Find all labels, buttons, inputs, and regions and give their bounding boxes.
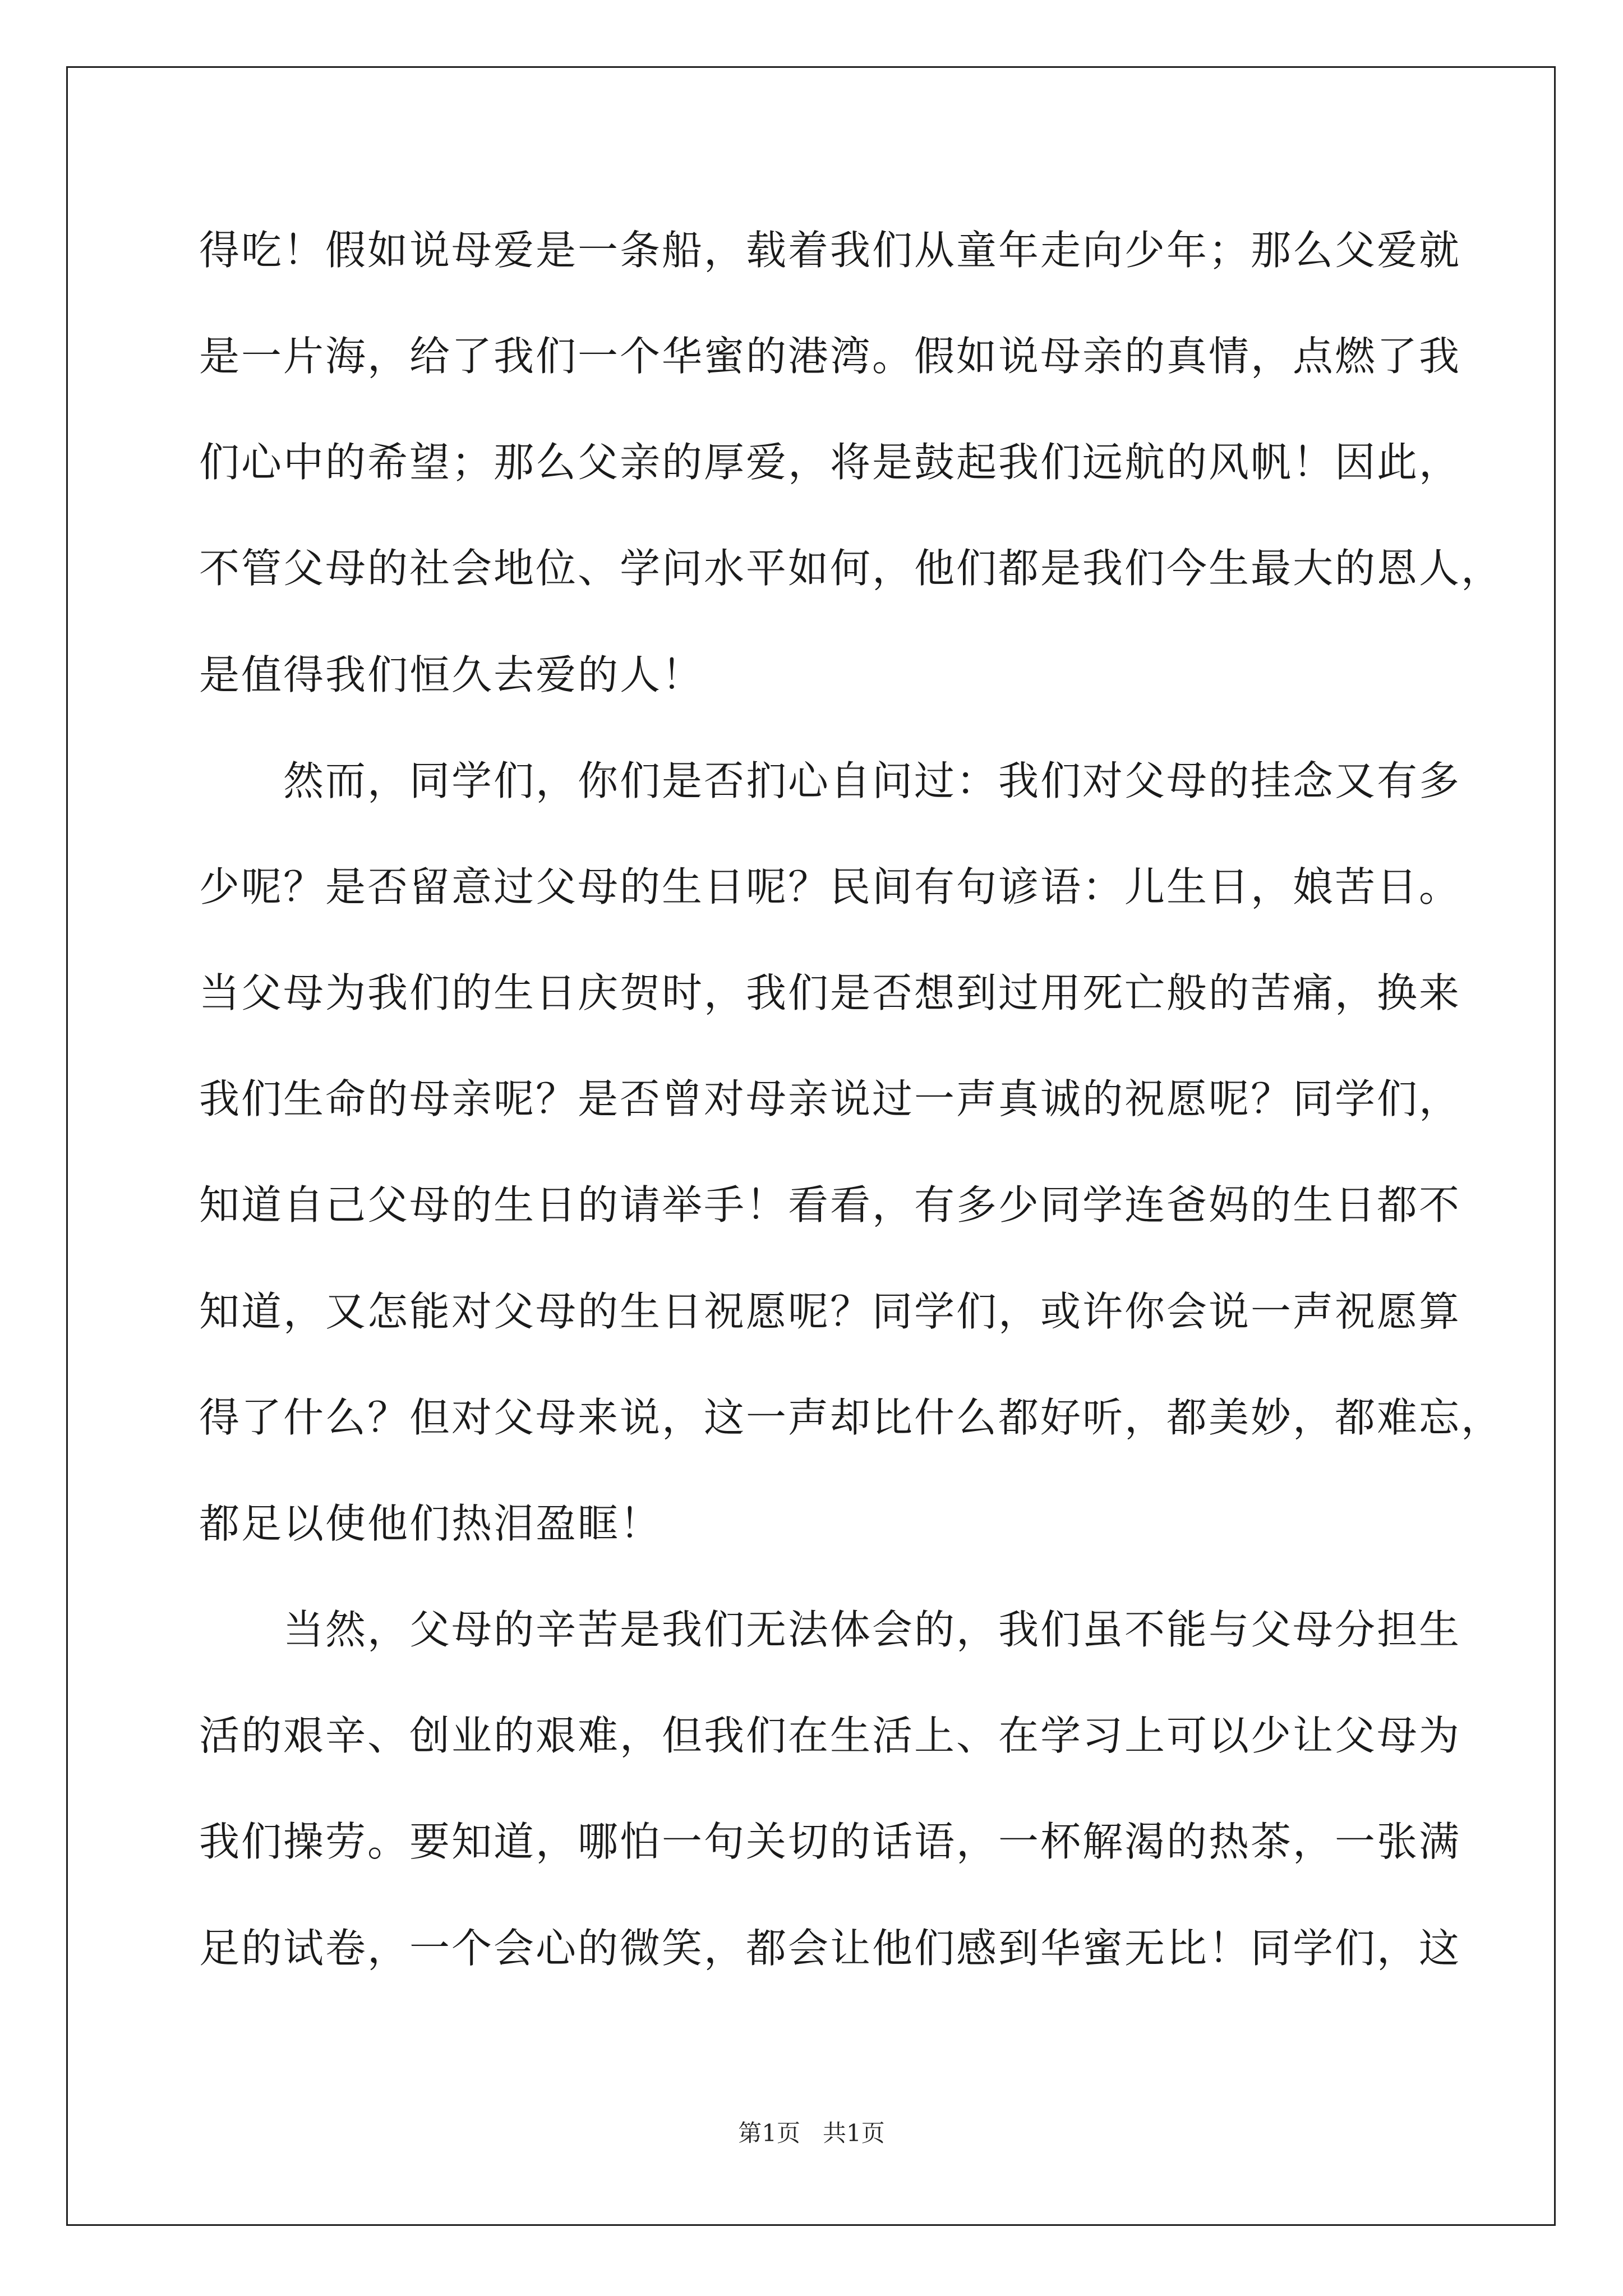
text-line: 当父母为我们的生日庆贺时，我们是否想到过用死亡般的苦痛，换来 <box>199 969 1461 1016</box>
text-line: 知道，又怎能对父母的生日祝愿呢？同学们，或许你会说一声祝愿算 <box>199 1288 1461 1335</box>
text-line: 活的艰辛、创业的艰难，但我们在生活上、在学习上可以少让父母为 <box>199 1712 1461 1759</box>
text-line: 足的试卷，一个会心的微笑，都会让他们感到华蜜无比！同学们，这 <box>199 1925 1461 1972</box>
page-border <box>66 66 1556 2226</box>
page-number: 第1页 <box>738 2119 800 2147</box>
text-line: 们心中的希望；那么父亲的厚爱，将是鼓起我们远航的风帆！因此， <box>199 439 1461 486</box>
text-line: 当然，父母的辛苦是我们无法体会的，我们虽不能与父母分担生 <box>199 1606 1461 1653</box>
text-line: 我们生命的母亲呢？是否曾对母亲说过一声真诚的祝愿呢？同学们， <box>199 1075 1461 1122</box>
page-total: 共1页 <box>823 2119 885 2147</box>
page-footer <box>0 2118 1623 2149</box>
text-line: 我们操劳。要知道，哪怕一句关切的话语，一杯解渴的热茶，一张满 <box>199 1818 1461 1865</box>
text-line: 然而，同学们，你们是否扪心自问过：我们对父母的挂念又有多 <box>199 757 1461 804</box>
text-line: 不管父母的社会地位、学问水平如何，他们都是我们今生最大的恩人， <box>199 545 1504 592</box>
text-line: 是一片海，给了我们一个华蜜的港湾。假如说母亲的真情，点燃了我 <box>199 333 1461 380</box>
text-line: 得吃！假如说母爱是一条船，载着我们从童年走向少年；那么父爱就 <box>199 227 1461 274</box>
text-line: 得了什么？但对父母来说，这一声却比什么都好听，都美妙，都难忘， <box>199 1394 1504 1441</box>
text-line: 少呢？是否留意过父母的生日呢？民间有句谚语：儿生日，娘苦日。 <box>199 863 1461 910</box>
text-line: 知道自己父母的生日的请举手！看看，有多少同学连爸妈的生日都不 <box>199 1181 1461 1228</box>
text-line: 是值得我们恒久去爱的人！ <box>199 651 704 698</box>
text-line: 都足以使他们热泪盈眶！ <box>199 1500 662 1547</box>
